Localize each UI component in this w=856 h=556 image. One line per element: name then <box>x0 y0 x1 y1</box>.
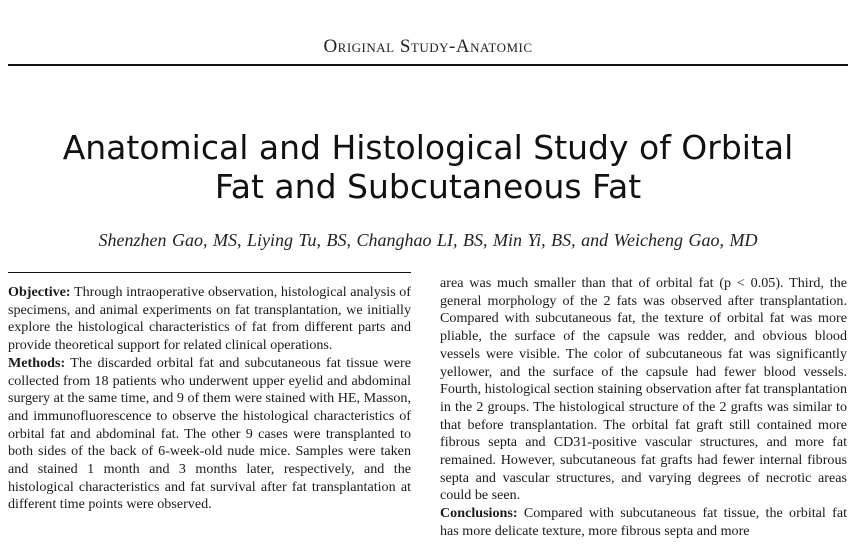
conclusions-label: Conclusions: <box>440 505 518 522</box>
methods-text: The discarded orbital fat and subcutaneous fat tissue were collected from 18 patients who underwent upper eyelid and abdominal surgery at the same time, and 9 of them were stained with HE, Masson, and immunofluorescence to observe the histological characteristics of orbital fat and abdominal fat. The other 9 cases were transplanted to both sides of the back of 6-week-old nude mice. Samples were taken and stained 1 month and 3 months later, respectively, and the histological characteristics and fat survival after fat transplantation at different time points were observed. <box>8 354 411 513</box>
methods-paragraph <box>8 355 411 514</box>
section-label: Original Study-Anatomic <box>323 36 533 57</box>
article-title: Anatomical and Histological Study of Orbital Fat and Subcutaneous Fat <box>62 128 794 206</box>
conclusions-paragraph <box>440 505 847 540</box>
abstract-left-column <box>8 284 411 514</box>
objective-label: Objective: <box>8 284 71 300</box>
abstract-rule <box>8 272 411 273</box>
objective-text: Through intraoperative observation, histological analysis of specimens, and animal experiments on fat transplantation, we initially explore the histological characteristics of fat from different parts and provide theoretical support for related clinical operations. <box>8 284 411 354</box>
conclusions-text: Compared with subcutaneous fat tissue, the orbital fat has more delicate texture, more fibrous septa and more <box>440 505 847 539</box>
results-continued-paragraph: area was much smaller than that of orbital fat (p < 0.05). Third, the general morphology of the 2 fats was observed after transplantation. Compared with subcutaneous fat, the texture of orbital fat was more pliable, the surface of the capsule was redder, and obvious blood vessels were visible. The color of subcutaneous fat was significantly yellower, and the surface of the capsule had fewer blood vessels. Fourth, histological section staining observation after fat transplantation in the 2 groups. The histological structure of the 2 grafts was similar to that before transplantation. The orbital fat graft still contained more fibrous septa and CD31-positive vascular structures, and more fat remained. However, subcutaneous fat grafts had fewer internal fibrous septa and vascular structures, and varying degrees of necrotic areas could be seen. <box>440 275 847 504</box>
author-list: Shenzhen Gao, MS, Liying Tu, BS, Changhao LI, BS, Min Yi, BS, and Weicheng Gao, MD <box>98 230 758 250</box>
abstract-right-column <box>440 275 847 541</box>
header-rule <box>8 64 848 66</box>
methods-label: Methods: <box>8 354 66 371</box>
objective-paragraph <box>8 284 411 355</box>
